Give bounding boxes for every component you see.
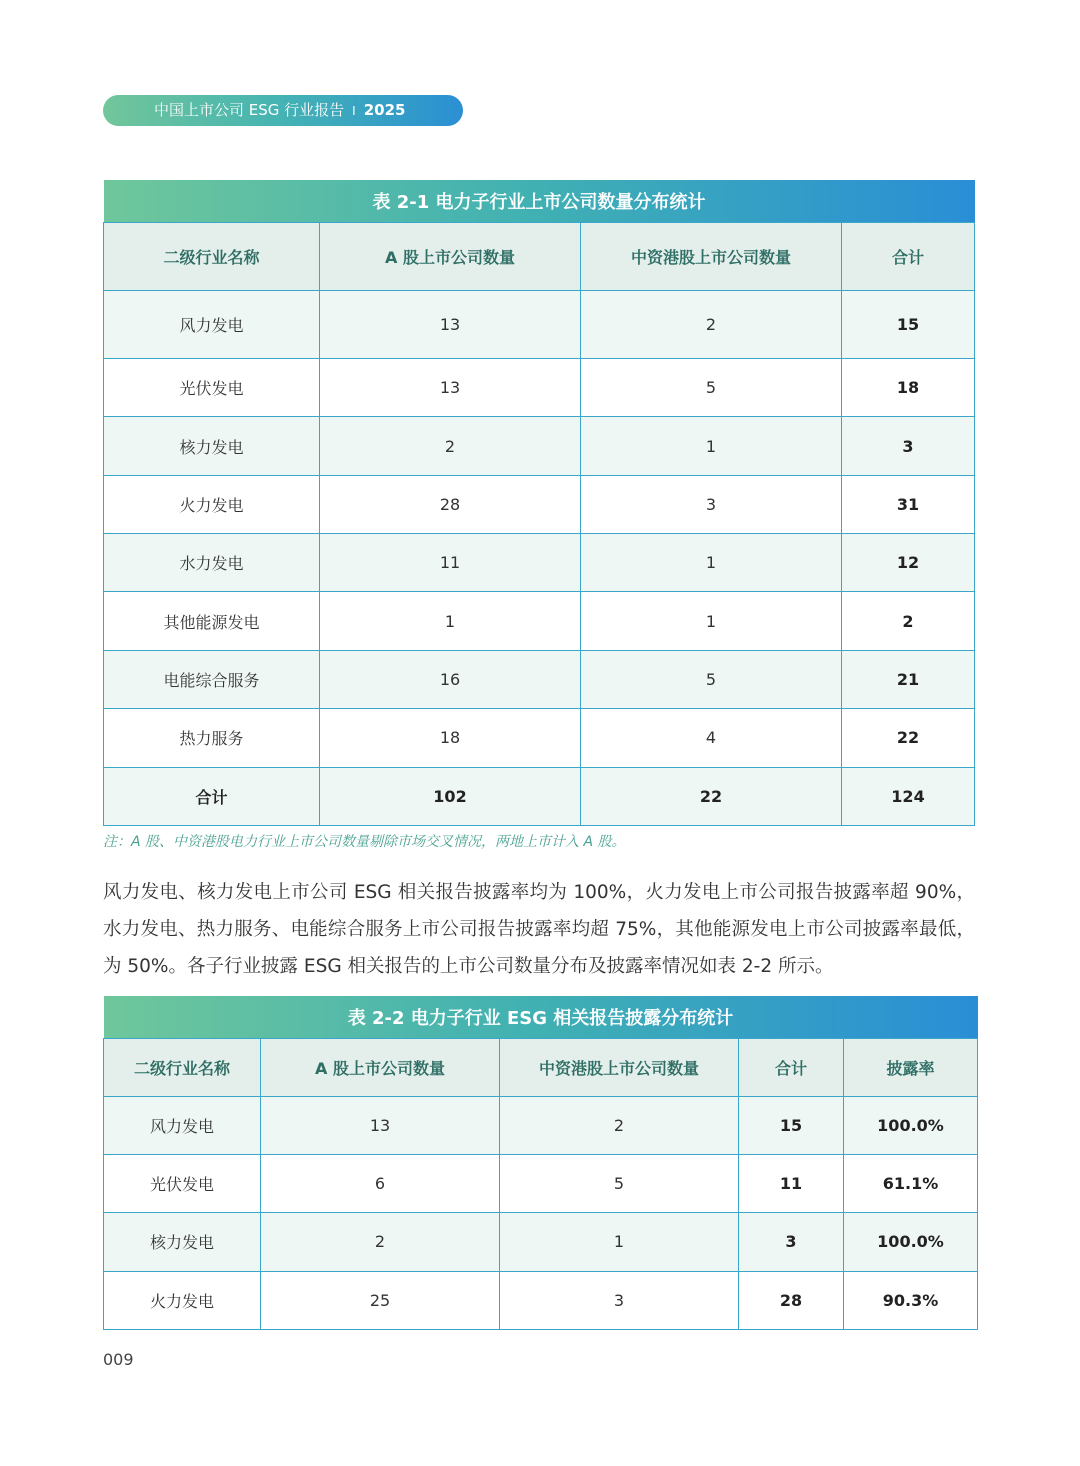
header-separator: I — [352, 104, 356, 118]
row-total: 31 — [842, 475, 975, 533]
industry-name: 核力发电 — [104, 417, 320, 475]
table2-col-disclosure-rate: 披露率 — [844, 1038, 978, 1096]
table-row — [104, 592, 975, 650]
hk-share-count: 3 — [581, 475, 842, 533]
row-total: 15 — [842, 290, 975, 358]
industry-name: 核力发电 — [104, 1213, 261, 1271]
a-share-count: 13 — [320, 290, 581, 358]
table-row — [104, 475, 975, 533]
table-row — [104, 358, 975, 416]
report-year: 2025 — [363, 101, 406, 119]
hk-share-count: 2 — [500, 1096, 739, 1154]
industry-name: 其他能源发电 — [104, 592, 320, 650]
grand-total: 124 — [842, 767, 975, 825]
hk-share-count: 3 — [500, 1271, 739, 1329]
table-row — [104, 1154, 978, 1212]
industry-name: 电能综合服务 — [104, 650, 320, 708]
hk-share-count: 4 — [581, 709, 842, 767]
row-total: 2 — [842, 592, 975, 650]
table-row — [104, 1271, 978, 1329]
total-a-share: 102 — [320, 767, 581, 825]
disclosure-rate: 100.0% — [844, 1213, 978, 1271]
disclosure-rate: 100.0% — [844, 1096, 978, 1154]
row-total: 15 — [739, 1096, 844, 1154]
table-row — [104, 417, 975, 475]
table1-col-hk-share: 中资港股上市公司数量 — [581, 222, 842, 290]
report-header-banner — [103, 95, 463, 126]
table2-caption: 表 2-2 电力子行业 ESG 相关报告披露分布统计 — [104, 996, 978, 1038]
table-row — [104, 709, 975, 767]
table1-caption: 表 2-1 电力子行业上市公司数量分布统计 — [104, 180, 975, 222]
table-esg-disclosure — [103, 996, 978, 1330]
industry-name: 光伏发电 — [104, 358, 320, 416]
a-share-count: 28 — [320, 475, 581, 533]
table2-col-a-share: A 股上市公司数量 — [261, 1038, 500, 1096]
table-row — [104, 650, 975, 708]
body-paragraph: 风力发电、核力发电上市公司 ESG 相关报告披露率均为 100%，火力发电上市公司报告披露率超 90%，水力发电、热力服务、电能综合服务上市公司报告披露率均超 75%，其他能源发电上市公司披露率最低，为 50%。各子行业披露 ESG 相关报告的上市公司数量分布及披露率情况如表 2-2 所示。 — [103, 882, 975, 977]
hk-share-count: 2 — [581, 290, 842, 358]
table1-col-industry: 二级行业名称 — [104, 222, 320, 290]
row-total: 28 — [739, 1271, 844, 1329]
a-share-count: 2 — [320, 417, 581, 475]
industry-name: 风力发电 — [104, 290, 320, 358]
hk-share-count: 1 — [581, 534, 842, 592]
hk-share-count: 1 — [581, 417, 842, 475]
table-row — [104, 1213, 978, 1271]
hk-share-count: 5 — [581, 650, 842, 708]
hk-share-count: 1 — [581, 592, 842, 650]
table1-footnote: 注：A 股、中资港股电力行业上市公司数量剔除市场交叉情况，两地上市计入 A 股。 — [103, 834, 626, 850]
row-total: 18 — [842, 358, 975, 416]
a-share-count: 1 — [320, 592, 581, 650]
industry-name: 热力服务 — [104, 709, 320, 767]
industry-name: 水力发电 — [104, 534, 320, 592]
table1-col-a-share: A 股上市公司数量 — [320, 222, 581, 290]
industry-name: 风力发电 — [104, 1096, 261, 1154]
a-share-count: 18 — [320, 709, 581, 767]
a-share-count: 13 — [261, 1096, 500, 1154]
hk-share-count: 1 — [500, 1213, 739, 1271]
a-share-count: 6 — [261, 1154, 500, 1212]
a-share-count: 25 — [261, 1271, 500, 1329]
table2-col-hk-share: 中资港股上市公司数量 — [500, 1038, 739, 1096]
table1-col-total: 合计 — [842, 222, 975, 290]
row-total: 11 — [739, 1154, 844, 1212]
industry-name: 火力发电 — [104, 475, 320, 533]
a-share-count: 13 — [320, 358, 581, 416]
row-total: 3 — [842, 417, 975, 475]
row-total: 12 — [842, 534, 975, 592]
total-label: 合计 — [104, 767, 320, 825]
disclosure-rate: 61.1% — [844, 1154, 978, 1212]
table-row — [104, 1096, 978, 1154]
table-total-row — [104, 767, 975, 825]
table2-col-total: 合计 — [739, 1038, 844, 1096]
a-share-count: 11 — [320, 534, 581, 592]
row-total: 3 — [739, 1213, 844, 1271]
hk-share-count: 5 — [581, 358, 842, 416]
hk-share-count: 5 — [500, 1154, 739, 1212]
table-company-distribution — [103, 180, 975, 826]
industry-name: 光伏发电 — [104, 1154, 261, 1212]
table2-col-industry: 二级行业名称 — [104, 1038, 261, 1096]
industry-name: 火力发电 — [104, 1271, 261, 1329]
row-total: 22 — [842, 709, 975, 767]
total-hk-share: 22 — [581, 767, 842, 825]
a-share-count: 16 — [320, 650, 581, 708]
row-total: 21 — [842, 650, 975, 708]
report-title: 中国上市公司 ESG 行业报告 — [154, 101, 345, 119]
table-row — [104, 290, 975, 358]
table-row — [104, 534, 975, 592]
a-share-count: 2 — [261, 1213, 500, 1271]
disclosure-rate: 90.3% — [844, 1271, 978, 1329]
page-number: 009 — [103, 1350, 134, 1369]
